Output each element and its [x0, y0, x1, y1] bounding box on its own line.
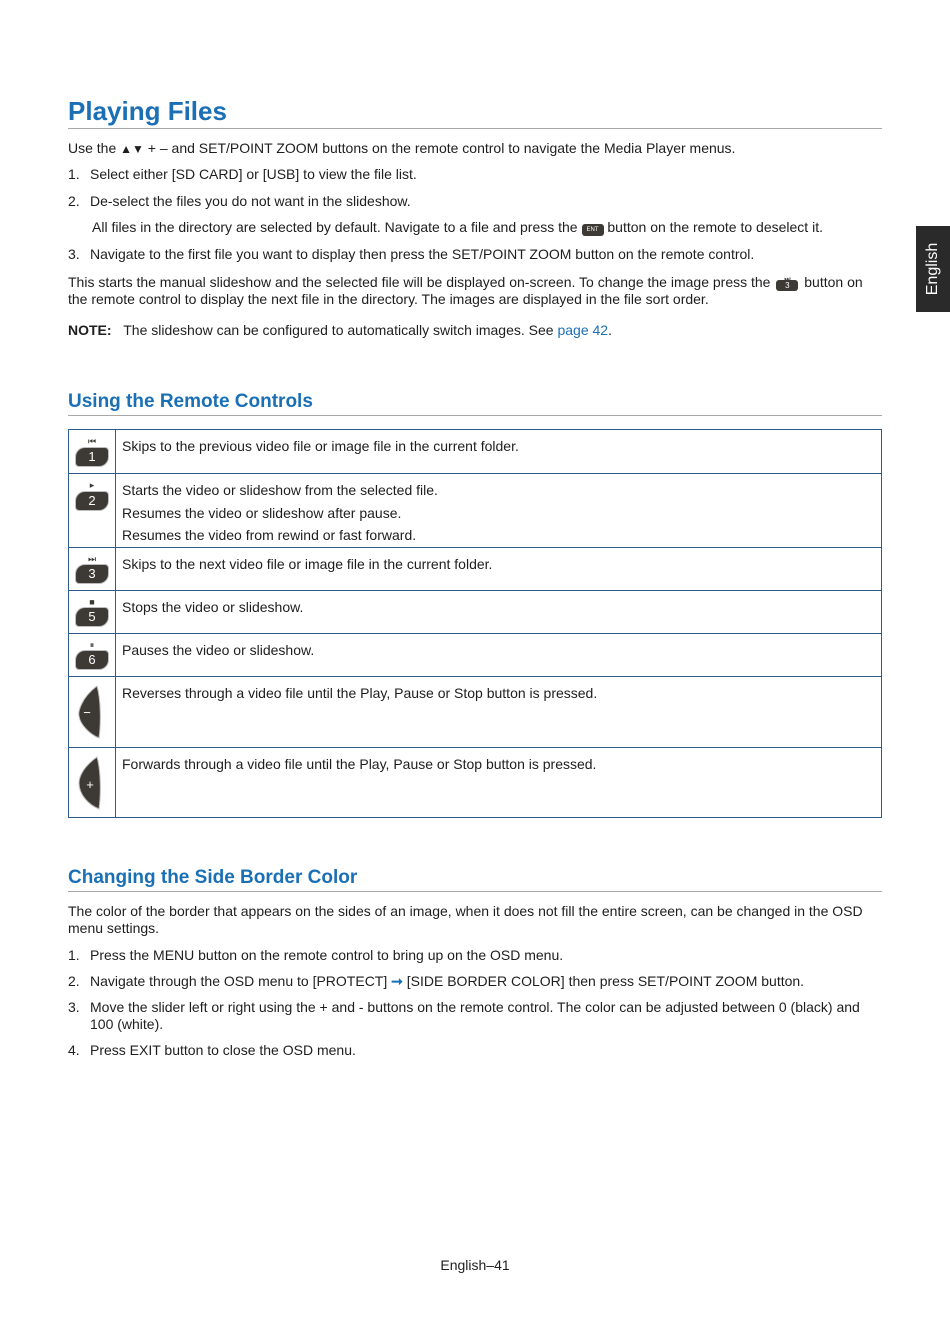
- list-number: 2.: [68, 193, 80, 209]
- description-cell: [116, 633, 882, 676]
- border-intro-paragraph: The color of the border that appears on the sides of an image, when it does not fill the entire screen, can be changed in the OSD menu settings.: [68, 903, 863, 936]
- paragraph-start: This starts the manual slideshow and the selected file will be displayed on-screen. To change the image press the: [68, 274, 775, 290]
- pause-icon: ⏸: [89, 639, 95, 650]
- section-rule: [68, 891, 882, 892]
- description-line: Starts the video or slideshow from the selected file.: [122, 482, 438, 498]
- stop-icon: ■: [89, 596, 95, 607]
- table-row: [69, 474, 882, 548]
- list-text: Navigate through the OSD menu to [PROTECT]: [90, 973, 392, 989]
- list-text: De-select the files you do not want in the slideshow.: [90, 193, 411, 209]
- description-line: Resumes the video or slideshow after pause.: [122, 504, 402, 521]
- description-cell: [116, 747, 882, 817]
- section-rule: [68, 415, 882, 416]
- title-rule: [68, 128, 882, 129]
- key-2-icon: 2: [76, 492, 108, 510]
- list-text: Select either [SD CARD] or [USB] to view the file list.: [90, 166, 417, 182]
- key-cell: [69, 633, 116, 676]
- svg-text:−: −: [83, 704, 91, 720]
- description-line: Resumes the video from rewind or fast forward.: [122, 527, 417, 543]
- list-subtext: [68, 219, 882, 236]
- page-title: Playing Files: [68, 96, 227, 126]
- key-cell: [69, 547, 116, 590]
- description-line: Stops the video or slideshow.: [122, 598, 304, 615]
- intro-text-end: + – and SET/POINT ZOOM buttons on the remote control to navigate the Media Player menus.: [143, 140, 736, 156]
- play-icon: ▸: [89, 480, 95, 490]
- list-item: [68, 999, 882, 1033]
- list-number: 3.: [68, 999, 80, 1015]
- description-line: Skips to the next video file or image file in the current folder.: [122, 555, 493, 572]
- list-number: 3.: [68, 246, 80, 262]
- skip-next-button-icon: [776, 275, 798, 291]
- minus-button-icon: [77, 684, 101, 740]
- list-number: 1.: [68, 166, 80, 182]
- key-number: 3: [776, 280, 798, 291]
- ent-button-icon: ENT: [582, 224, 604, 236]
- key-6-icon: 6: [76, 651, 108, 669]
- section-heading: Changing the Side Border Color: [68, 867, 358, 888]
- list-text: Press the MENU button on the remote control to bring up on the OSD menu.: [90, 947, 564, 963]
- key-3-icon: 3: [76, 565, 108, 583]
- intro-paragraph: [68, 140, 882, 158]
- description-line: Reverses through a video file until the Play, Pause or Stop button is pressed.: [122, 684, 598, 701]
- note-end: .: [608, 322, 612, 338]
- list-item: [68, 973, 882, 990]
- paragraph-end: button on the remote control to display the next file in the directory. The images are displayed in the file sort order.: [68, 274, 863, 307]
- key-5-icon: 5: [76, 608, 108, 626]
- svg-text:+: +: [86, 776, 94, 792]
- note-label: NOTE:: [68, 322, 112, 338]
- list-text: [SIDE BORDER COLOR] then press SET/POINT ZOOM button.: [402, 973, 805, 989]
- description-cell: [116, 547, 882, 590]
- description-line: Skips to the previous video file or image file in the current folder.: [122, 438, 519, 454]
- description-cell: [116, 676, 882, 747]
- table-row: [69, 633, 882, 676]
- note-text: The slideshow can be configured to automatically switch images. See: [123, 322, 558, 338]
- description-cell: [116, 474, 882, 548]
- key-cell: [69, 430, 116, 474]
- key-cell: [69, 676, 116, 747]
- list-item: [68, 166, 882, 183]
- page-link[interactable]: page 42: [557, 322, 609, 338]
- description-cell: [116, 590, 882, 633]
- list-number: 4.: [68, 1042, 80, 1058]
- key-cell: [69, 590, 116, 633]
- description-line: Forwards through a video file until the Play, Pause or Stop button is pressed.: [122, 755, 597, 772]
- page-footer: English–41: [440, 1257, 510, 1273]
- key-cell: [69, 747, 116, 817]
- up-down-arrows-icon: ▲▼: [120, 142, 144, 156]
- section-heading: Using the Remote Controls: [68, 391, 313, 412]
- list-text: Move the slider left or right using the + and - buttons on the remote control. The color can be adjusted between 0 (black) and 100 (white).: [90, 999, 860, 1032]
- table-row: [69, 747, 882, 817]
- language-tab: [916, 226, 950, 312]
- subtext-start: All files in the directory are selected by default. Navigate to a file and press the: [92, 219, 582, 235]
- table-row: [69, 676, 882, 747]
- table-row: [69, 430, 882, 474]
- list-item: [68, 947, 882, 964]
- list-number: 1.: [68, 947, 80, 963]
- note: [68, 322, 882, 339]
- remote-controls-table: [68, 429, 882, 818]
- subtext-end: button on the remote to deselect it.: [603, 219, 823, 235]
- description-line: Pauses the video or slideshow.: [122, 641, 315, 658]
- slideshow-paragraph: [68, 274, 882, 308]
- skip-next-icon: ⏭: [87, 553, 97, 564]
- list-number: 2.: [68, 973, 80, 989]
- description-cell: [116, 430, 882, 474]
- table-row: [69, 547, 882, 590]
- skip-previous-icon: ⏮: [87, 436, 97, 446]
- key-cell: [69, 474, 116, 548]
- intro-text-start: Use the: [68, 140, 121, 156]
- plus-button-icon: [77, 755, 101, 811]
- list-item: [68, 1042, 882, 1059]
- list-text: Press EXIT button to close the OSD menu.: [90, 1042, 356, 1058]
- list-item: [68, 246, 882, 263]
- list-item: [68, 193, 882, 210]
- arrow-right-icon: ➞: [391, 973, 403, 989]
- table-row: [69, 590, 882, 633]
- list-text: Navigate to the first file you want to display then press the SET/POINT ZOOM button on the remote control.: [90, 246, 755, 262]
- language-tab-label: English: [924, 242, 941, 296]
- key-1-icon: 1: [76, 448, 108, 466]
